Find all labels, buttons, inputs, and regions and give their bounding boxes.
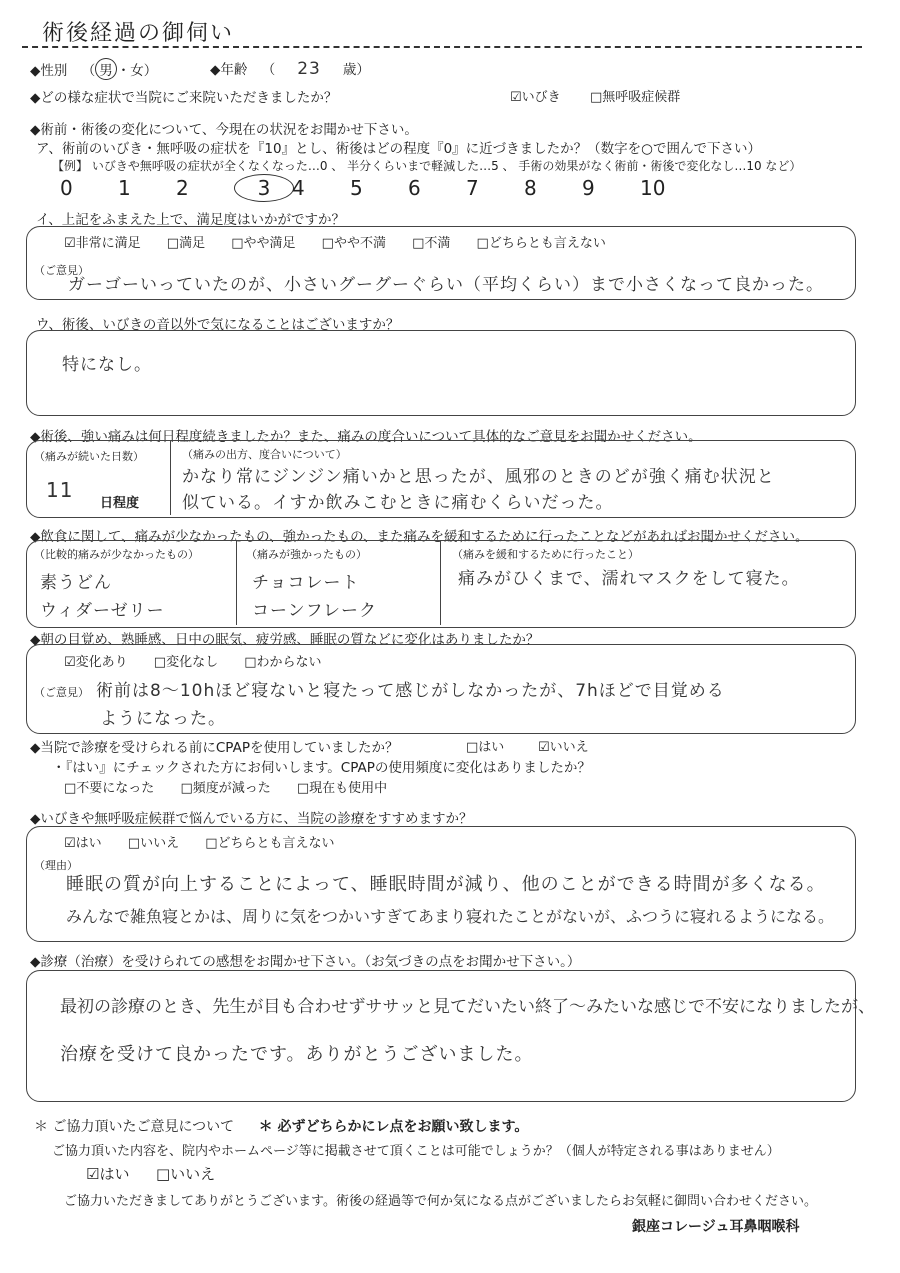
sat-option-somewhat-dissatisfied[interactable]: □やや不満 bbox=[321, 236, 386, 251]
scale-1[interactable]: 1 bbox=[118, 176, 131, 200]
morning-option-unchanged[interactable]: □変化なし bbox=[153, 655, 219, 670]
food-strong-label: （痛みが強かったもの） bbox=[246, 548, 367, 561]
sat-option-satisfied[interactable]: □満足 bbox=[166, 236, 206, 251]
pain-detail-line1: かなり常にジンジン痛いかと思ったが、風邪のときのどが強く痛む状況と bbox=[182, 467, 775, 487]
impression-line1: 最初の診療のとき、先生が目も合わせずササッと見てだいたい終了～みたいな感じで不安になりましたが、 bbox=[60, 997, 875, 1017]
scale-5[interactable]: 5 bbox=[350, 176, 363, 200]
pain-days-unit: 日程度 bbox=[100, 496, 140, 511]
food-divider-1 bbox=[236, 541, 237, 625]
change-example: 【例】 いびきや無呼吸の症状が全くなくなった…0 、 半分くらいまで軽減した…5 、 手術の効果がなく術前・術後で変化なし…10 など） bbox=[52, 159, 802, 173]
consent-heading-2: ＊ 必ずどちらかにレ点をお願い致します。 bbox=[258, 1119, 529, 1135]
sat-option-very-satisfied[interactable]: ☑非常に満足 bbox=[64, 236, 141, 251]
impression-box bbox=[26, 970, 856, 1102]
impression-line2: 治療を受けて良かったです。ありがとうございました。 bbox=[60, 1044, 534, 1065]
food-question: ◆飲食に関して、痛みが少なかったもの、強かったもの、また痛みを緩和するために行ったことなどがあればお聞かせください。 bbox=[30, 529, 809, 545]
pain-days-label: （痛みが続いた日数） bbox=[34, 450, 144, 463]
consent-question: ご協力頂いた内容を、院内やホームページ等に掲載させて頂くことは可能でしょうか？（個人が特定される事はありません） bbox=[52, 1144, 780, 1159]
recommend-option-no[interactable]: □いいえ bbox=[127, 836, 180, 851]
gender-row: ◆性別 （ 男 ・女） bbox=[30, 58, 157, 80]
symptom-question: ◆どの様な症状で当院にご来院いただきましたか？ bbox=[30, 90, 338, 106]
food-less-label: （比較的痛みが少なかったもの） bbox=[34, 548, 199, 561]
pain-divider bbox=[170, 441, 171, 515]
sat-option-somewhat-satisfied[interactable]: □やや満足 bbox=[231, 236, 296, 251]
pain-days-value: 11 bbox=[46, 478, 74, 502]
scale-6[interactable]: 6 bbox=[408, 176, 421, 200]
food-relief-label: （痛みを緩和するために行ったこと） bbox=[452, 548, 639, 561]
change-question: ◆術前・術後の変化について、今現在の状況をお聞かせ下さい。 bbox=[30, 122, 418, 138]
sat-option-neither[interactable]: □どちらとも言えない bbox=[476, 236, 606, 251]
change-sub-a: ア、術前のいびき・無呼吸の症状を『10』とし、術後はどの程度『0』に近づきましたか？（数字を○で囲んで下さい） bbox=[36, 141, 761, 157]
age-row: ◆年齢 （ 23 歳） bbox=[210, 59, 370, 79]
scale-8[interactable]: 8 bbox=[524, 176, 537, 200]
cpap-no-checkbox[interactable]: ☑いいえ bbox=[538, 740, 589, 755]
gender-female[interactable]: 女 bbox=[130, 63, 144, 79]
symptom-apnea-checkbox[interactable]: □無呼吸症候群 bbox=[590, 90, 681, 105]
food-relief: 痛みがひくまで、濡れマスクをして寝た。 bbox=[458, 569, 800, 589]
scale-9[interactable]: 9 bbox=[582, 176, 595, 200]
cpap-question: ◆当院で診療を受けられる前にCPAPを使用していましたか？ bbox=[30, 740, 399, 756]
food-less-1: 素うどん bbox=[40, 573, 112, 593]
morning-option-unknown[interactable]: □わからない bbox=[244, 655, 322, 670]
morning-opinion-label: （ご意見） bbox=[34, 686, 89, 699]
other-question: ウ、術後、いびきの音以外で気になることはございますか？ bbox=[36, 317, 400, 333]
scale-3-selected: 3 bbox=[234, 174, 294, 202]
pain-question: ◆術後、強い痛みは何日程度続きましたか？また、痛みの度合いについて具体的なご意見をお聞かせください。 bbox=[30, 429, 702, 445]
cpap-sub-question: ・『はい』にチェックされた方にお伺いします。CPAPの使用頻度に変化はありましたか？ bbox=[52, 760, 591, 776]
pain-detail-line2: 似ている。イすか飲みこむときに痛むくらいだった。 bbox=[182, 493, 614, 513]
satisfaction-question: イ、上記をふまえた上で、満足度はいかがですか？ bbox=[36, 212, 346, 228]
age-label: ◆年齢 bbox=[210, 62, 248, 78]
recommend-option-yes[interactable]: ☑はい bbox=[64, 836, 102, 851]
cpap-yes-checkbox[interactable]: □はい bbox=[466, 740, 505, 755]
morning-opinion-line1: 術前は8～10hほど寝ないと寝たって感じがしなかったが、7hほどで目覚める bbox=[96, 681, 725, 701]
impression-question: ◆診療（治療）を受けられての感想をお聞かせ下さい。（お気づきの点をお聞かせ下さい。） bbox=[30, 954, 581, 970]
symptom-snoring-checkbox[interactable]: ☑いびき bbox=[510, 90, 561, 105]
recommend-reason-line1: 睡眠の質が向上することによって、睡眠時間が減り、他のことができる時間が多くなる。 bbox=[66, 874, 826, 895]
consent-heading bbox=[34, 1116, 528, 1136]
recommend-options bbox=[64, 832, 335, 851]
page-title: 術後経過の御伺い bbox=[42, 21, 235, 46]
recommend-reason-line2: みんなで雑魚寝とかは、周りに気をつかいすぎてあまり寝れたことがないが、ふつうに寝れるようになる。 bbox=[66, 907, 835, 926]
change-scale bbox=[60, 174, 698, 202]
satisfaction-opinion: ガーゴーいっていたのが、小さいグーグーぐらい（平均くらい）まで小さくなって良かった。 bbox=[68, 275, 824, 295]
scale-0[interactable]: 0 bbox=[60, 176, 73, 200]
title-divider bbox=[22, 46, 862, 48]
clinic-name: 銀座コレージュ耳鼻咽喉科 bbox=[632, 1219, 800, 1235]
food-less-2: ウィダーゼリー bbox=[40, 601, 165, 621]
cpap-option-still-using[interactable]: □現在も使用中 bbox=[296, 781, 388, 796]
morning-options bbox=[64, 651, 322, 670]
scale-10[interactable]: 10 bbox=[640, 176, 666, 200]
age-value: 23 bbox=[297, 59, 321, 79]
scale-7[interactable]: 7 bbox=[466, 176, 479, 200]
cpap-sub-options bbox=[64, 777, 387, 796]
cpap-option-reduced[interactable]: □頻度が減った bbox=[180, 781, 271, 796]
sat-option-dissatisfied[interactable]: □不満 bbox=[412, 236, 451, 251]
consent-yes-checkbox[interactable]: ☑はい bbox=[86, 1165, 130, 1183]
morning-opinion-line2: ようになった。 bbox=[100, 709, 226, 729]
food-strong-2: コーンフレーク bbox=[252, 601, 377, 621]
morning-question: ◆朝の目覚め、熟睡感、日中の眠気、疲労感、睡眠の質などに変化はありましたか？ bbox=[30, 632, 540, 648]
scale-2[interactable]: 2 bbox=[176, 176, 189, 200]
morning-option-changed[interactable]: ☑変化あり bbox=[64, 655, 128, 670]
scale-3[interactable] bbox=[234, 174, 292, 202]
recommend-option-neither[interactable]: □どちらとも言えない bbox=[205, 836, 335, 851]
pain-detail-label: （痛みの出方、度合いについて） bbox=[182, 448, 347, 461]
gender-male[interactable]: 男 bbox=[95, 58, 117, 80]
scale-4[interactable]: 4 bbox=[292, 176, 305, 200]
satisfaction-options bbox=[64, 232, 606, 251]
recommend-reason-label: （理由） bbox=[34, 859, 78, 872]
satisfaction-opinion-label: （ご意見） bbox=[34, 264, 89, 277]
consent-heading-1: ＊ ご協力頂いたご意見について bbox=[34, 1119, 235, 1135]
food-divider-2 bbox=[440, 541, 441, 625]
cpap-option-unneeded[interactable]: □不要になった bbox=[64, 781, 155, 796]
age-unit: 歳 bbox=[342, 62, 357, 78]
recommend-question: ◆いびきや無呼吸症候群で悩んでいる方に、当院の診療をすすめますか？ bbox=[30, 811, 473, 827]
other-answer: 特になし。 bbox=[62, 355, 152, 375]
gender-label: ◆性別 bbox=[30, 63, 68, 79]
food-strong-1: チョコレート bbox=[252, 573, 360, 593]
consent-no-checkbox[interactable]: □いいえ bbox=[156, 1165, 216, 1183]
consent-thanks: ご協力いただきましてありがとうございます。術後の経過等で何か気になる点がございましたらお気軽に御問い合わせください。 bbox=[64, 1194, 817, 1209]
